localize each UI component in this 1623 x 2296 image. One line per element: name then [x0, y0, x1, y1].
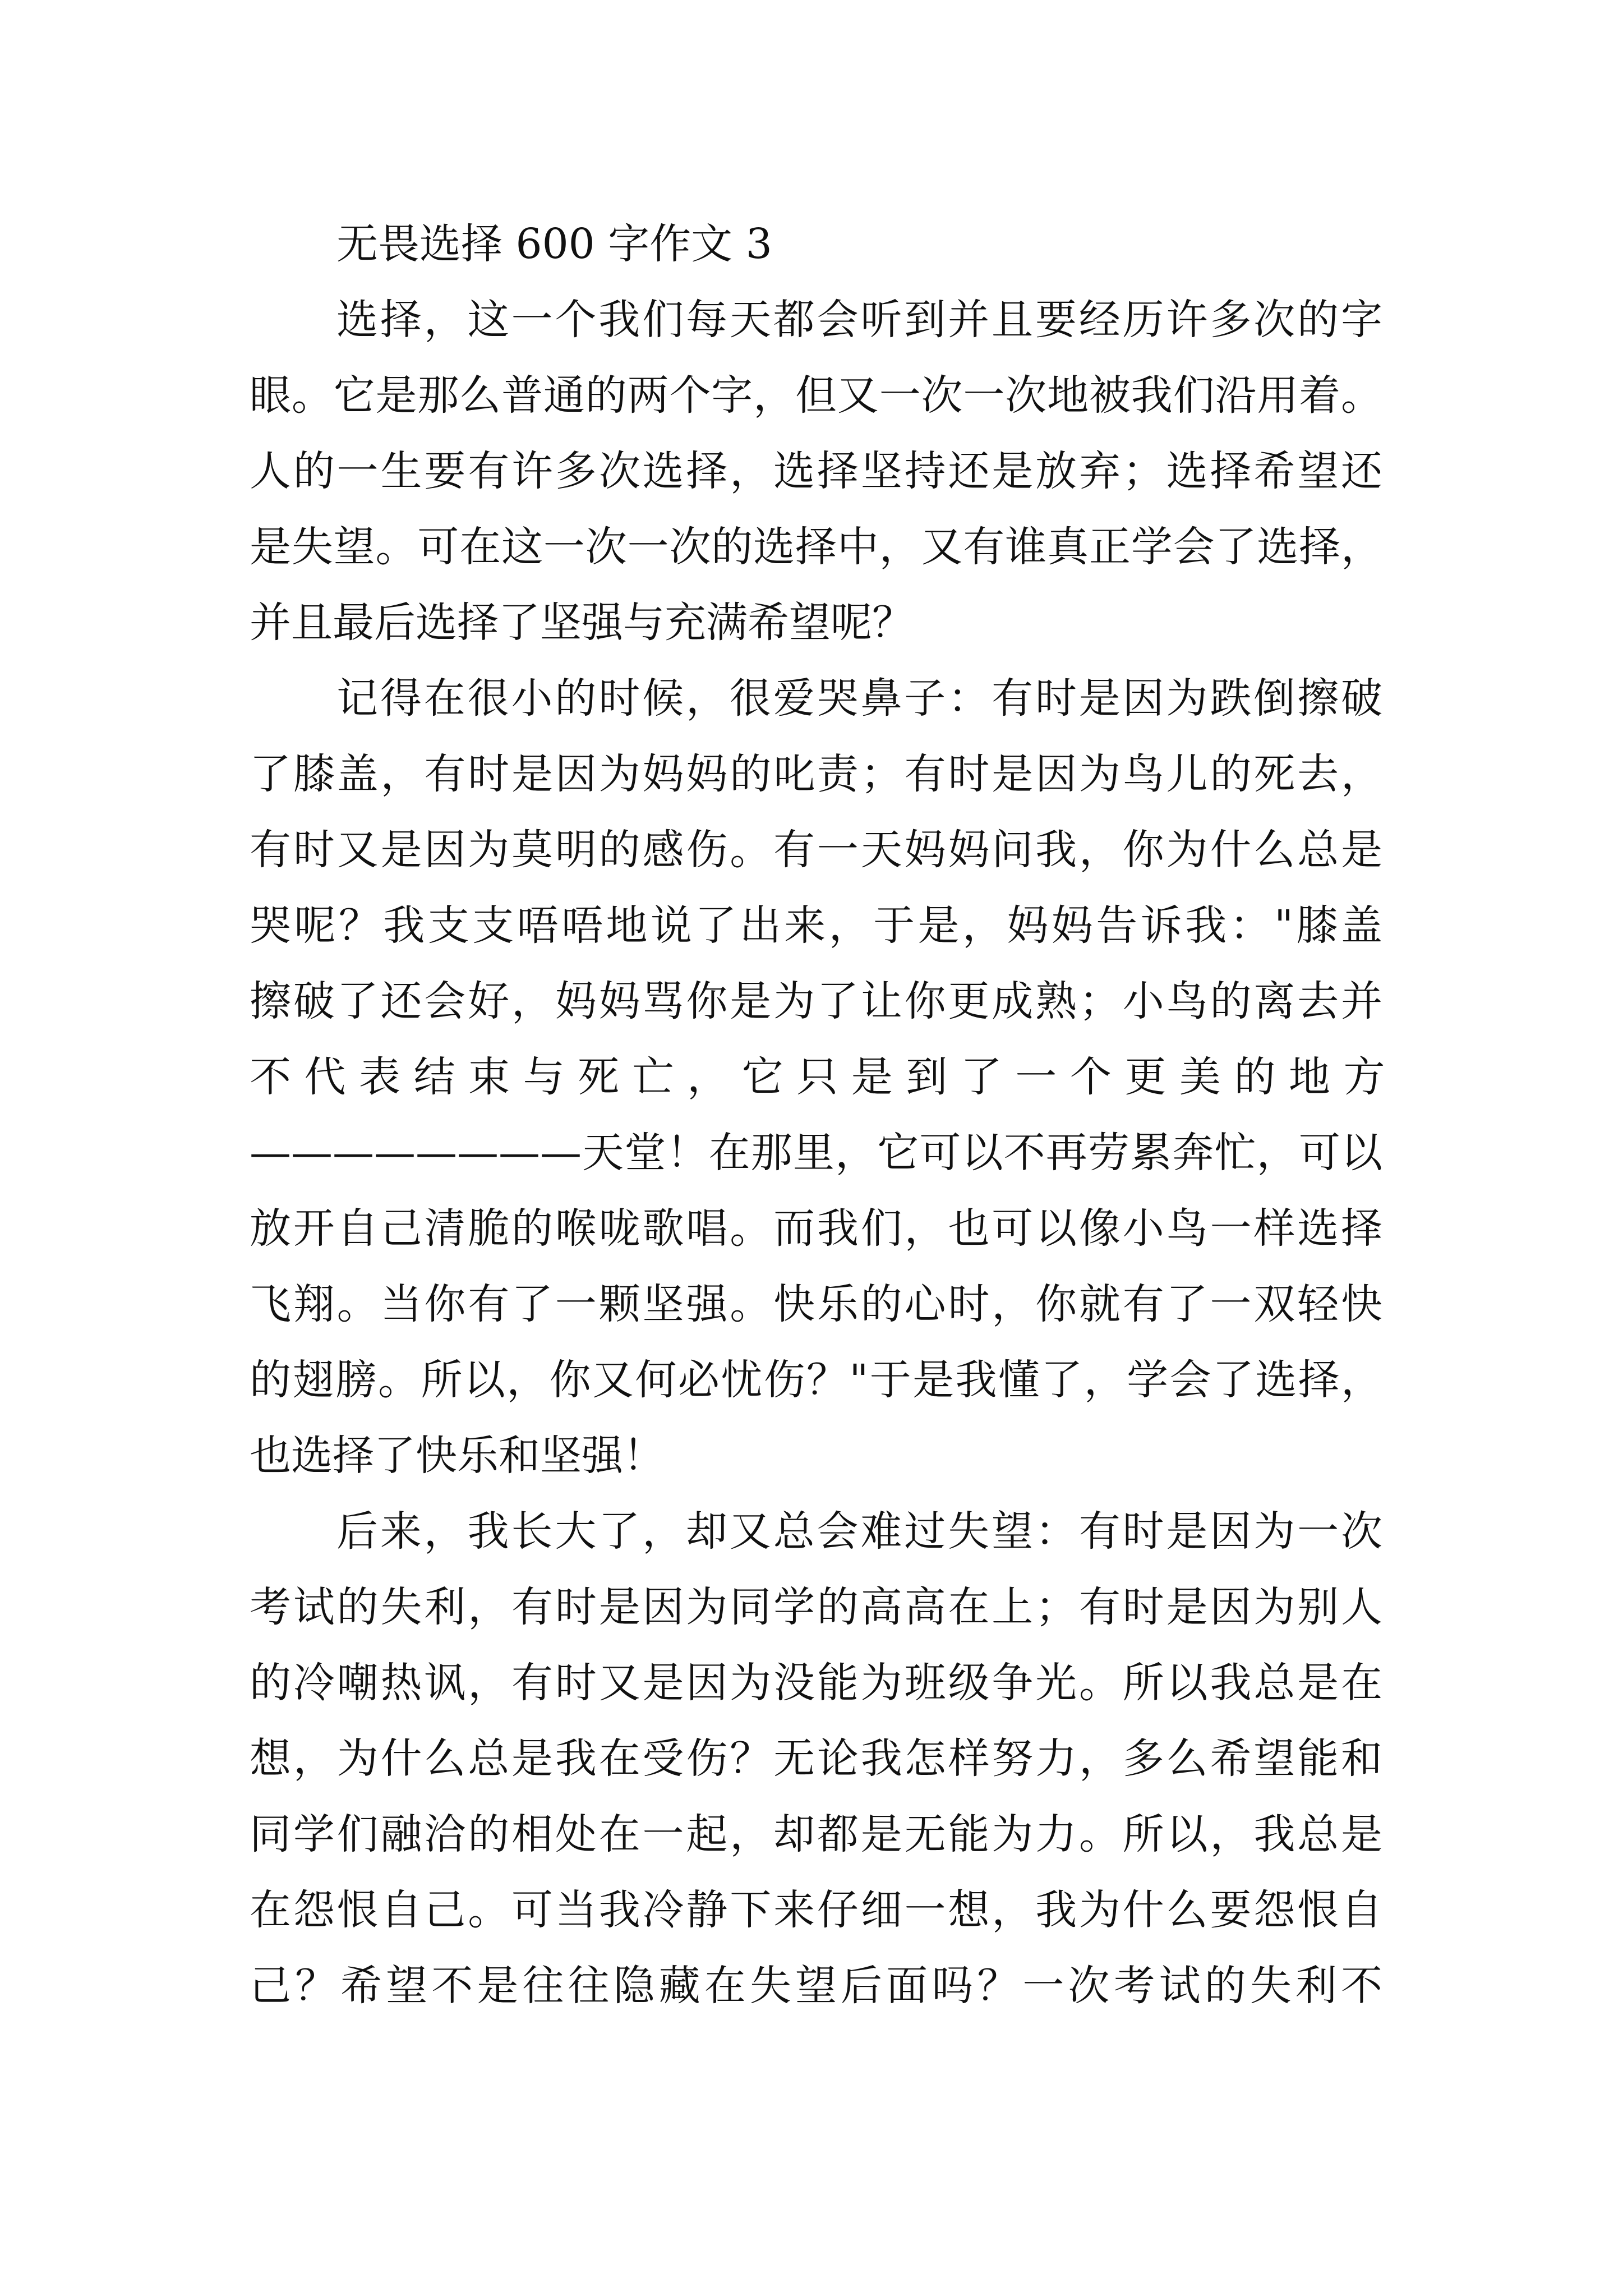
- paragraph-3-line-6: 在怨恨自己。可当我冷静下来仔细一想，我为什么要怨恨自: [250, 1886, 1382, 1934]
- paragraph-1-line-1: 选择，这一个我们每天都会听到并且要经历许多次的字: [336, 296, 1382, 344]
- paragraph-3-line-1: 后来，我长大了，却又总会难过失望：有时是因为一次: [336, 1507, 1382, 1556]
- paragraph-2-line-3: 有时又是因为莫明的感伤。有一天妈妈问我，你为什么总是: [250, 826, 1382, 874]
- paragraph-3-line-7: 己？希望不是往往隐藏在失望后面吗？一次考试的失利不: [250, 1962, 1382, 2010]
- paragraph-2-line-11: 也选择了快乐和坚强！: [250, 1432, 665, 1480]
- paragraph-1-line-3: 人的一生要有许多次选择，选择坚持还是放弃；选择希望还: [250, 447, 1382, 495]
- document-title: 无畏选择 600 字作文 3: [336, 220, 772, 268]
- paragraph-1-line-5: 并且最后选择了坚强与充满希望呢？: [250, 599, 914, 647]
- paragraph-2-line-2: 了膝盖，有时是因为妈妈的叱责；有时是因为鸟儿的死去，: [250, 750, 1382, 798]
- paragraph-2-line-7: ————————天堂！在那里，它可以不再劳累奔忙，可以: [250, 1129, 1382, 1177]
- paragraph-3-line-3: 的冷嘲热讽，有时又是因为没能为班级争光。所以我总是在: [250, 1659, 1382, 1707]
- paragraph-2-line-6: 不 代 表 结 束 与 死 亡 ， 它 只 是 到 了 一 个 更 美 的 地 方: [250, 1053, 1385, 1101]
- paragraph-1-line-2: 眼。它是那么普通的两个字，但又一次一次地被我们沿用着。: [250, 371, 1382, 420]
- paragraph-2-line-1: 记得在很小的时候，很爱哭鼻子：有时是因为跌倒擦破: [336, 674, 1382, 723]
- paragraph-2-line-5: 擦破了还会好，妈妈骂你是为了让你更成熟；小鸟的离去并: [250, 977, 1382, 1025]
- paragraph-3-line-5: 同学们融洽的相处在一起，却都是无能为力。所以，我总是: [250, 1810, 1382, 1858]
- paragraph-2-line-4: 哭呢？我支支唔唔地说了出来，于是，妈妈告诉我："膝盖: [250, 901, 1382, 950]
- paragraph-2-line-10: 的翅膀。所以，你又何必忧伤？"于是我懂了，学会了选择，: [250, 1356, 1382, 1404]
- paragraph-2-line-9: 飞翔。当你有了一颗坚强。快乐的心时，你就有了一双轻快: [250, 1280, 1382, 1328]
- paragraph-3-line-4: 想，为什么总是我在受伤？无论我怎样努力，多么希望能和: [250, 1734, 1382, 1783]
- paragraph-2-line-8: 放开自己清脆的喉咙歌唱。而我们，也可以像小鸟一样选择: [250, 1204, 1382, 1253]
- paragraph-3-line-2: 考试的失利，有时是因为同学的高高在上；有时是因为别人: [250, 1583, 1382, 1631]
- paragraph-1-line-4: 是失望。可在这一次一次的选择中，又有谁真正学会了选择，: [250, 523, 1382, 571]
